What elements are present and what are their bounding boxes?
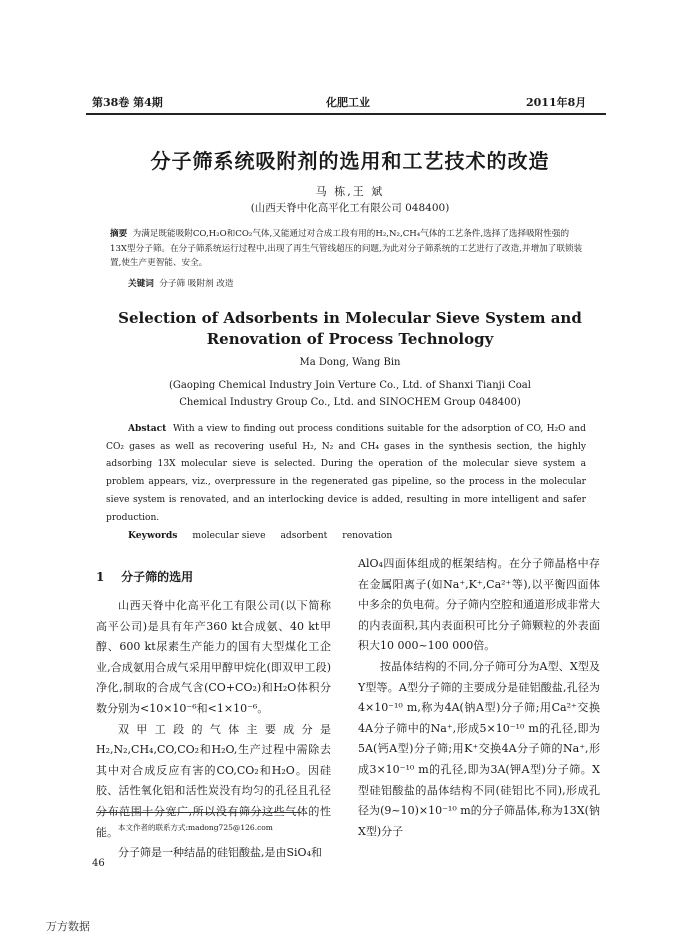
abstract-cn — [110, 227, 584, 271]
abstract-en-label: Abstact — [128, 423, 167, 434]
paragraph: 山西天脊中化高平化工有限公司(以下简称高平公司)是具有年产360 kt合成氨、40 kt甲醇、600 kt尿素生产能力的国有大型煤化工企业,合成氨用合成气采用甲醇甲烷化(即双甲工段)净化,制取的合成气含(CO+CO₂)和H₂O体积分数分别为<10×10⁻⁶和<1×10⁻⁶。 — [96, 599, 331, 715]
paragraph: AlO₄四面体组成的框架结构。在分子筛晶格中存在金属阳离子(如Na⁺,K⁺,Ca²⁺等),以平衡四面体中多余的负电荷。分子筛内空腔和通道形成非常大的内表面积,其内表面积可比分子筛颗粒的外表面积大10 000~100 000倍。 — [358, 557, 600, 653]
keyword-item: renovation — [342, 530, 393, 541]
title-en — [0, 308, 700, 350]
abstract-en-text: With a view to finding out process conditions suitable for the adsorption of CO, H₂O and CO₂ gases as well as recovering useful H₂, N₂ and CH₄ gases in the synthesis section, the highly adsorbing 13X molecular sieve is selected. During the operation of the molecular sieve system a problem appears, viz., overpressure in the regenerated gas pipeline, so the process in the molecular sieve system is renovated, and an interlocking device is added, resulting in more intelligent and safer production. — [106, 424, 586, 523]
header-rule — [86, 113, 606, 115]
affiliation-cn: (山西天脊中化高平化工有限公司 048400) — [250, 202, 450, 214]
keyword-item: adsorbent — [280, 530, 328, 541]
page-number: 46 — [92, 858, 105, 869]
abstract-en — [106, 420, 586, 527]
paragraph: 分子筛是一种结晶的硅铝酸盐,是由SiO₄和 — [118, 846, 322, 860]
affiliation-en-line: Chemical Industry Group Co., Ltd. and SINOCHEM Group 048400) — [179, 397, 521, 408]
affiliation-en-line: (Gaoping Chemical Industry Join Verture Co., Ltd. of Shanxi Tianji Coal — [169, 380, 531, 391]
footnote-rule — [96, 812, 301, 813]
footnote: 本文作者的联系方式:madong725@126.com — [118, 823, 273, 832]
title-cn: 分子筛系统吸附剂的选用和工艺技术的改造 — [150, 149, 550, 173]
keywords-cn-label: 关键词 — [128, 279, 154, 289]
keywords-en-label: Keywords — [128, 530, 178, 541]
title-en-line: Renovation of Process Technology — [206, 330, 494, 348]
keywords-cn — [128, 277, 233, 289]
authors-en: Ma Dong, Wang Bin — [299, 357, 401, 368]
section-heading — [96, 568, 193, 585]
journal-name: 化肥工业 — [326, 96, 370, 109]
abstract-cn-text: 为满足既能吸附CO,H₂O和CO₂气体,又能通过对合成工段有用的H₂,N₂,CH₄气体的工艺条件,选择了选择吸附性强的13X型分子筛。在分子筛系统运行过程中,出现了再生气管线超压的问题,为此对分子筛系统的工艺进行了改造,并增加了联锁装置,使生产更智能、安全。 — [110, 229, 583, 268]
paragraph: 按晶体结构的不同,分子筛可分为A型、X型及Y型等。A型分子筛的主要成分是硅铝酸盐,孔径为4×10⁻¹⁰ m,称为4A(钠A型)分子筛;用Ca²⁺交换4A分子筛中的Na⁺,形成5×10⁻¹⁰ m的孔径,即为5A(钙A型)分子筛;用K⁺交换4A分子筛的Na⁺,形成3×10⁻¹⁰ m的孔径,即为3A(钾A型)分子筛。X型硅铝酸盐的晶体结构不同(硅铝比不同),形成孔径为(9~10)×10⁻¹⁰ m的分子筛晶体,称为13X(钠X型)分子 — [358, 659, 600, 838]
section-number: 1 — [96, 570, 105, 584]
abstract-cn-label: 摘要 — [110, 229, 128, 239]
affiliation-en — [0, 377, 700, 411]
journal-date: 2011年8月 — [526, 96, 587, 109]
watermark: 万方数据 — [46, 920, 90, 933]
body-column-right — [358, 554, 600, 842]
keywords-cn-text: 分子筛 吸附剂 改造 — [159, 279, 234, 289]
keyword-item: molecular sieve — [192, 530, 266, 541]
journal-volume-issue: 第38卷 第4期 — [92, 96, 163, 109]
keywords-en — [128, 530, 404, 541]
section-title: 分子筛的选用 — [121, 570, 194, 584]
title-en-line: Selection of Adsorbents in Molecular Sieve System and — [118, 309, 582, 327]
authors-cn: 马 栋,王 斌 — [315, 185, 385, 198]
paragraph: 双甲工段的气体主要成分是H₂,N₂,CH₄,CO,CO₂和H₂O,生产过程中需除去其中对合成反应有害的CO,CO₂和H₂O。因硅胶、活性氧化铝和活性炭没有均匀的孔径且孔径分布范围十分宽广,所以没有筛分这些气体的性能。 — [96, 722, 331, 839]
